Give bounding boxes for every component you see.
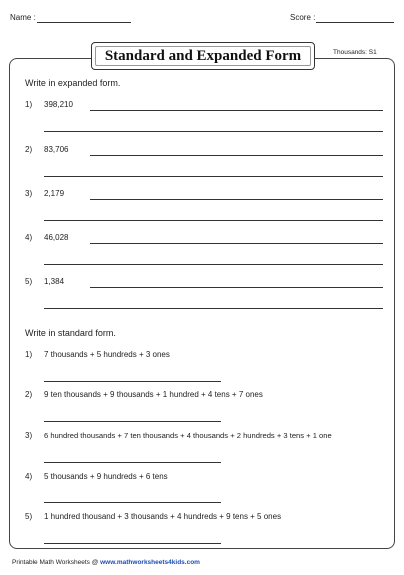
item-number-value: 398,210 (44, 100, 73, 109)
section-b-instruction: Write in standard form. (25, 328, 116, 338)
section-a-instruction: Write in expanded form. (25, 78, 121, 88)
item-number-value: 2,179 (44, 189, 65, 198)
answer-line[interactable] (90, 287, 383, 288)
score-field[interactable] (316, 22, 394, 23)
item-expression: 1 hundred thousand + 3 thousands + 4 hundreds + 9 tens + 5 ones (44, 512, 282, 521)
worksheet-title-text: Standard and Expanded Form (104, 47, 302, 64)
worksheet-code: Thousands: S1 (333, 49, 377, 56)
score-label: Score : (290, 13, 316, 22)
answer-line[interactable] (44, 543, 221, 544)
item-number: 5) (25, 512, 33, 521)
answer-line[interactable] (44, 176, 383, 177)
item-number: 4) (25, 233, 33, 242)
item-number-value: 83,706 (44, 145, 69, 154)
item-number: 1) (25, 350, 33, 359)
item-expression: 9 ten thousands + 9 thousands + 1 hundred + 4 tens + 7 ones (44, 390, 263, 399)
answer-line[interactable] (44, 502, 221, 503)
item-expression: 7 thousands + 5 hundreds + 3 ones (44, 350, 170, 359)
item-number: 4) (25, 472, 33, 481)
name-field[interactable] (37, 22, 131, 23)
item-number-value: 1,384 (44, 277, 65, 286)
item-number: 3) (25, 431, 33, 440)
item-number: 1) (25, 100, 33, 109)
worksheet-title (91, 42, 315, 70)
answer-line[interactable] (44, 462, 221, 463)
footer-prefix: Printable Math Worksheets @ (12, 559, 101, 566)
item-number: 3) (25, 189, 33, 198)
item-expression: 5 thousands + 9 hundreds + 6 tens (44, 472, 168, 481)
answer-line[interactable] (44, 308, 383, 309)
item-expression: 6 hundred thousands + 7 ten thousands + 4 thousands + 2 hundreds + 3 tens + 1 one (44, 431, 332, 440)
item-number: 2) (25, 145, 33, 154)
answer-line[interactable] (44, 264, 383, 265)
answer-line[interactable] (90, 199, 383, 200)
item-number-value: 46,028 (44, 233, 69, 242)
answer-line[interactable] (44, 220, 383, 221)
answer-line[interactable] (90, 243, 383, 244)
answer-line[interactable] (90, 155, 383, 156)
answer-line[interactable] (44, 381, 221, 382)
footer-url-link[interactable]: www.mathworksheets4kids.com (100, 559, 200, 566)
answer-line[interactable] (44, 421, 221, 422)
name-label: Name : (10, 13, 36, 22)
item-number: 5) (25, 277, 33, 286)
footer (12, 559, 200, 566)
answer-line[interactable] (44, 131, 383, 132)
answer-line[interactable] (90, 110, 383, 111)
item-number: 2) (25, 390, 33, 399)
